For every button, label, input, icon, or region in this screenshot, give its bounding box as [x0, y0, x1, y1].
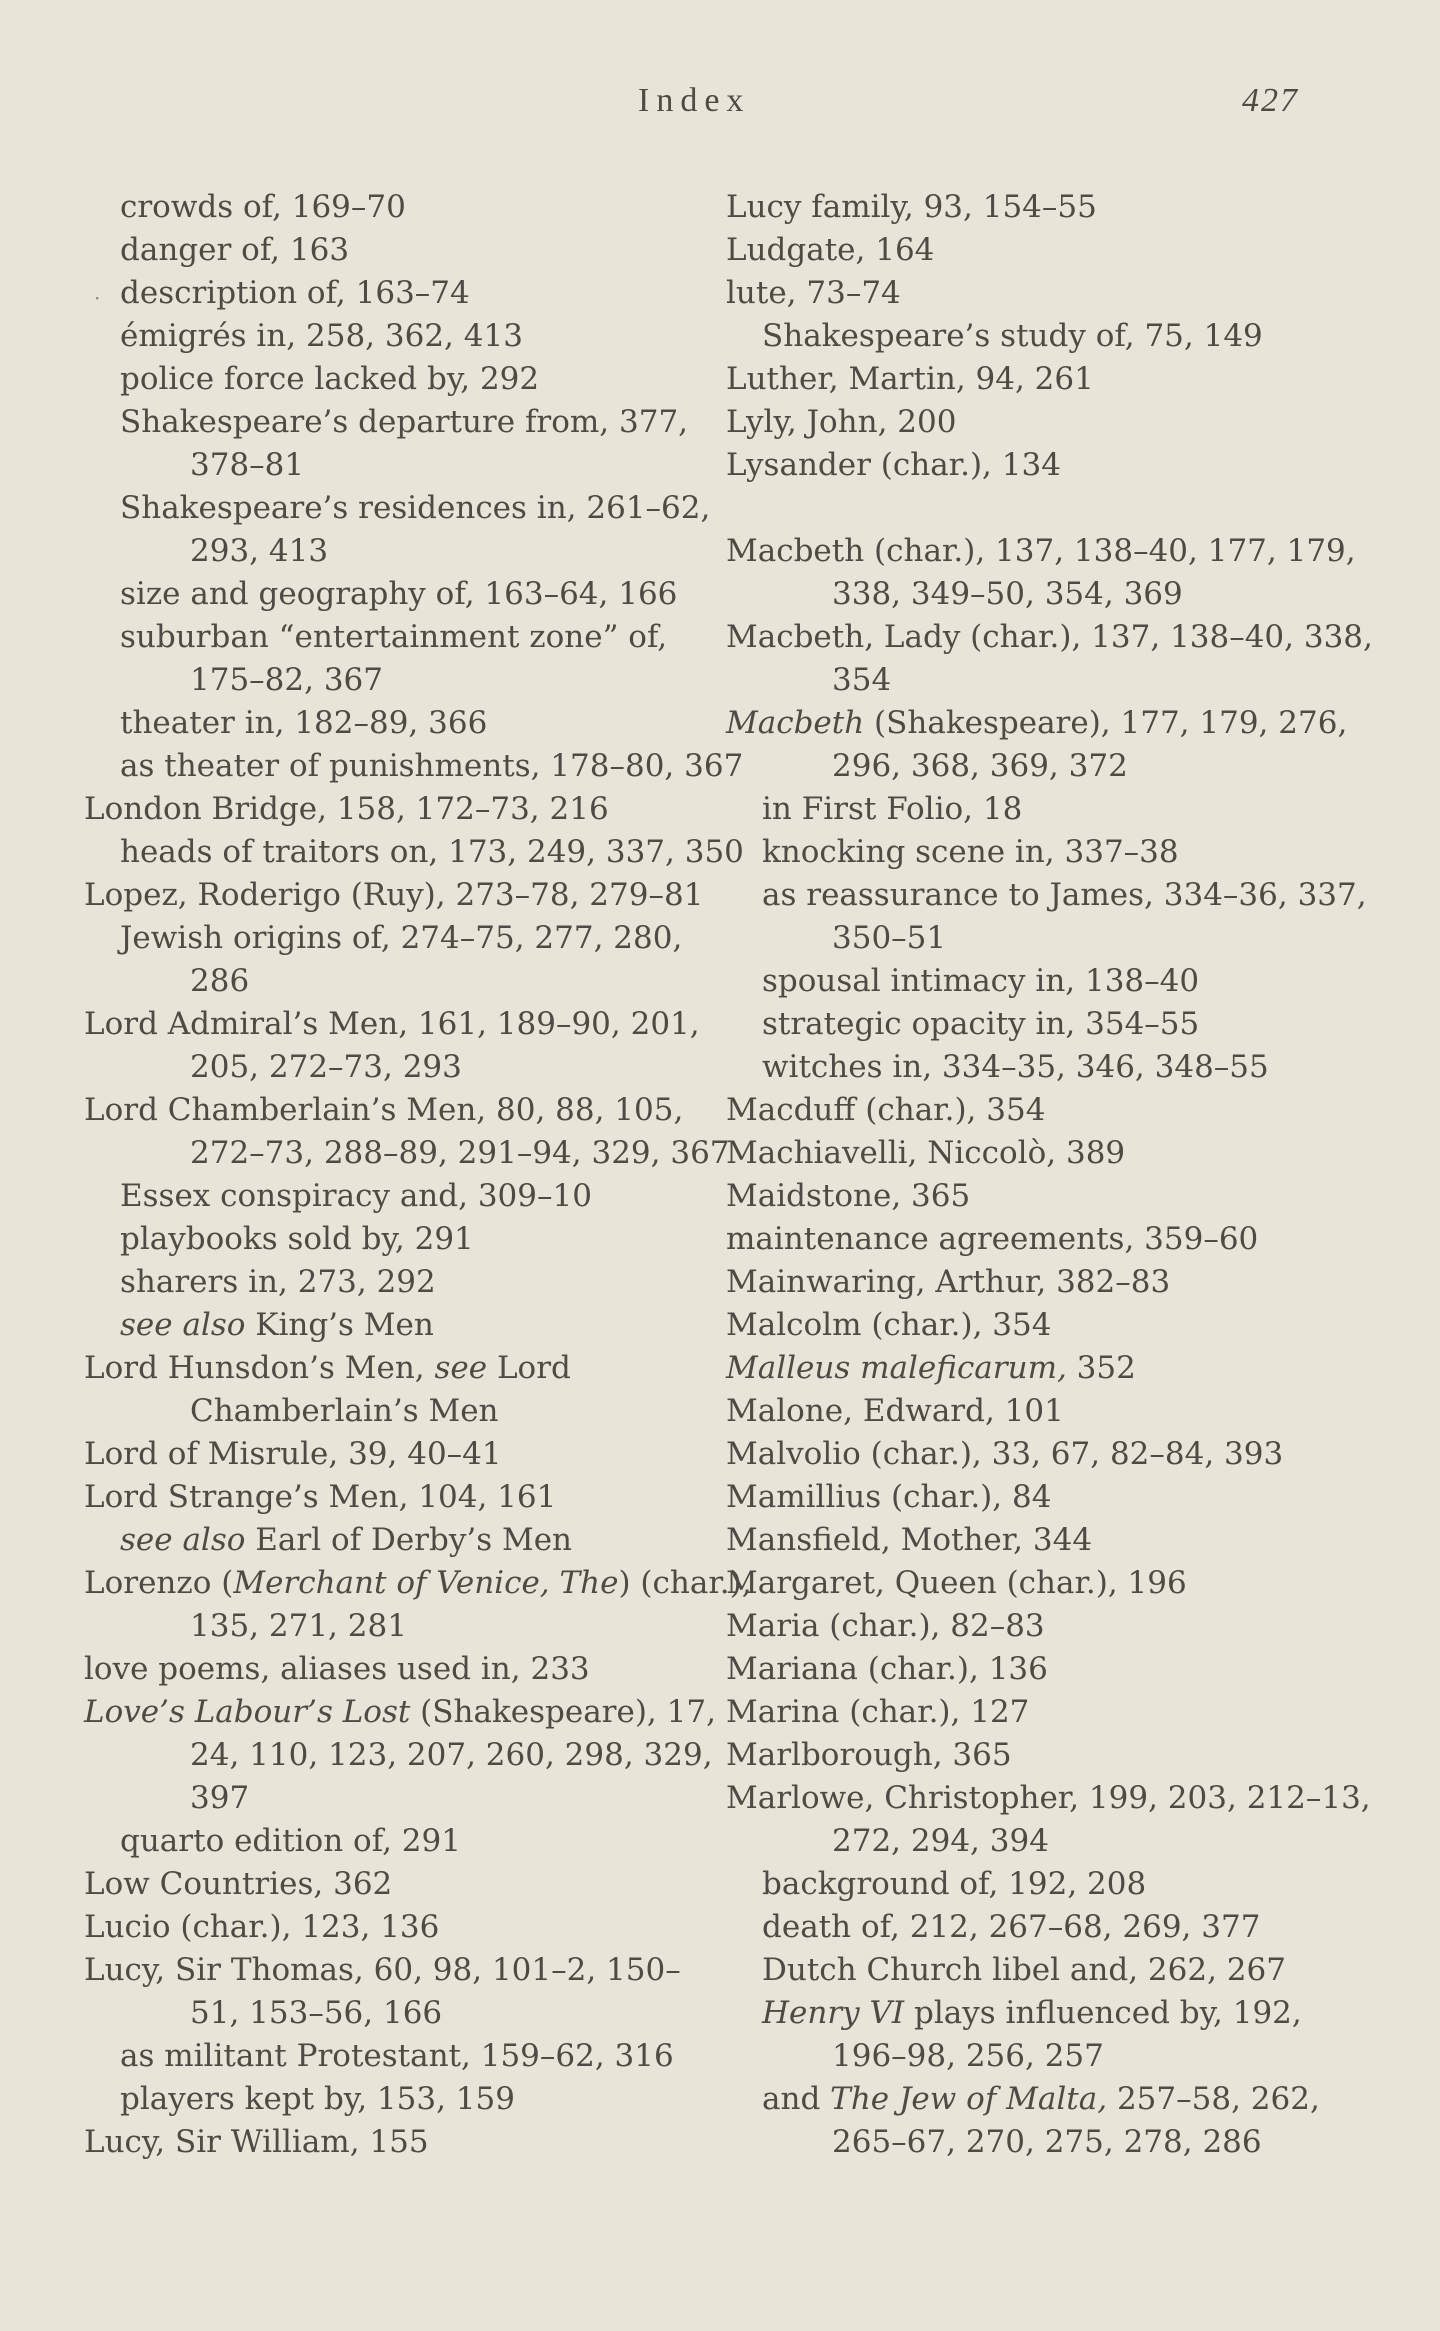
entry-text: playbooks sold by, 291: [120, 1221, 474, 1257]
italic-text: Merchant of Venice, The: [233, 1565, 619, 1601]
entry-text: 51, 153–56, 166: [190, 1995, 443, 2031]
entry-text: 265–67, 270, 275, 278, 286: [832, 2124, 1262, 2160]
index-subentry: [84, 745, 744, 788]
margin-mark: ·: [94, 286, 101, 310]
index-subentry: [726, 1992, 1356, 2035]
entry-text: Lucy family, 93, 154–55: [726, 189, 1097, 225]
index-subentry: [84, 358, 704, 401]
index-subentry: [84, 917, 704, 960]
entry-text: Mainwaring, Arthur, 382–83: [726, 1264, 1171, 1300]
index-entry: [726, 1347, 1356, 1390]
entry-text: Macbeth, Lady (char.), 137, 138–40, 338,: [726, 619, 1373, 655]
index-entry-continuation: [726, 1820, 1356, 1863]
italic-text: The Jew of Malta,: [830, 2081, 1108, 2117]
entry-text: Maidstone, 365: [726, 1178, 971, 1214]
entry-text: size and geography of, 163–64, 166: [120, 576, 678, 612]
entry-text: Lord Hunsdon’s Men,: [84, 1350, 435, 1386]
index-entry-continuation: [726, 2121, 1356, 2164]
index-entry-continuation: [84, 1605, 704, 1648]
italic-text: see also: [120, 1522, 246, 1558]
index-entry: [726, 1261, 1356, 1304]
entry-text: Macbeth (char.), 137, 138–40, 177, 179,: [726, 533, 1356, 569]
index-subentry: [84, 2078, 704, 2121]
entry-text: Lopez, Roderigo (Ruy), 273–78, 279–81: [84, 877, 704, 913]
entry-text: Lord Admiral’s Men, 161, 189–90, 201,: [84, 1006, 700, 1042]
entry-text: knocking scene in, 337–38: [762, 834, 1179, 870]
index-entry: [84, 2121, 704, 2164]
entry-text: Mansfield, Mother, 344: [726, 1522, 1093, 1558]
entry-text: and: [762, 2081, 831, 2117]
index-entry: [726, 1132, 1356, 1175]
entry-text: Lorenzo (: [84, 1565, 234, 1601]
index-entry: [84, 1648, 704, 1691]
index-entry: [84, 1691, 716, 1734]
entry-text: 352: [1066, 1350, 1136, 1386]
entry-text: (Shakespeare), 177, 179, 276,: [864, 705, 1348, 741]
index-subentry: [726, 831, 1356, 874]
index-subentry: [726, 315, 1356, 358]
index-entry: [84, 1906, 704, 1949]
index-subentry: [84, 401, 704, 444]
entry-text: émigrés in, 258, 362, 413: [120, 318, 523, 354]
index-entry: [726, 444, 1356, 487]
italic-text: see: [434, 1350, 488, 1386]
entry-text: Mariana (char.), 136: [726, 1651, 1048, 1687]
entry-text: Malcolm (char.), 354: [726, 1307, 1052, 1343]
index-entry: [726, 1691, 1356, 1734]
entry-text: Low Countries, 362: [84, 1866, 393, 1902]
entry-text: as reassurance to James, 334–36, 337,: [762, 877, 1367, 913]
entry-text: ) (char.),: [618, 1565, 752, 1601]
entry-text: 338, 349–50, 354, 369: [832, 576, 1183, 612]
entry-text: Machiavelli, Niccolò, 389: [726, 1135, 1126, 1171]
entry-text: Lucio (char.), 123, 136: [84, 1909, 440, 1945]
index-subentry: [726, 1949, 1356, 1992]
entry-text: Ludgate, 164: [726, 232, 935, 268]
entry-text: London Bridge, 158, 172–73, 216: [84, 791, 609, 827]
index-entry: [84, 1863, 704, 1906]
page-number: 427: [1242, 82, 1299, 119]
index-entry: [726, 1648, 1356, 1691]
entry-text: Essex conspiracy and, 309–10: [120, 1178, 592, 1214]
entry-text: sharers in, 273, 292: [120, 1264, 436, 1300]
entry-text: strategic opacity in, 354–55: [762, 1006, 1200, 1042]
entry-text: Jewish origins of, 274–75, 277, 280,: [120, 920, 683, 956]
section-gap: [726, 487, 1356, 530]
entry-text: as theater of punishments, 178–80, 367: [120, 748, 744, 784]
index-entry: [726, 616, 1373, 659]
entry-text: Earl of Derby’s Men: [245, 1522, 573, 1558]
index-entry: [84, 1476, 704, 1519]
index-entry: [726, 229, 1356, 272]
entry-text: 378–81: [190, 447, 305, 483]
index-entry: [726, 1605, 1356, 1648]
entry-text: 196–98, 256, 257: [832, 2038, 1104, 2074]
index-entry: [726, 186, 1356, 229]
index-subentry: [726, 788, 1356, 831]
entry-text: Maria (char.), 82–83: [726, 1608, 1045, 1644]
entry-text: Luther, Martin, 94, 261: [726, 361, 1094, 397]
index-subentry: [84, 315, 704, 358]
entry-text: spousal intimacy in, 138–40: [762, 963, 1200, 999]
entry-text: heads of traitors on, 173, 249, 337, 350: [120, 834, 744, 870]
index-subentry: [84, 1820, 704, 1863]
entry-text: players kept by, 153, 159: [120, 2081, 515, 2117]
entry-text: Marlborough, 365: [726, 1737, 1012, 1773]
italic-text: see also: [120, 1307, 246, 1343]
index-entry-continuation: [726, 659, 1356, 702]
entry-text: 175–82, 367: [190, 662, 383, 698]
index-entry: [726, 1175, 1356, 1218]
index-entry-continuation: [726, 573, 1356, 616]
running-head: [0, 82, 1440, 132]
entry-text: suburban “entertainment zone” of,: [120, 619, 668, 655]
index-entry: [726, 358, 1356, 401]
index-subentry: [84, 487, 711, 530]
entry-text: 397: [190, 1780, 250, 1816]
entry-text: quarto edition of, 291: [120, 1823, 461, 1859]
entry-text: Lord of Misrule, 39, 40–41: [84, 1436, 502, 1472]
entry-text: Margaret, Queen (char.), 196: [726, 1565, 1187, 1601]
index-entry: [84, 874, 704, 917]
entry-text: 272, 294, 394: [832, 1823, 1049, 1859]
entry-text: 257–58, 262,: [1107, 2081, 1320, 2117]
entry-text: (Shakespeare), 17,: [410, 1694, 716, 1730]
index-subentry: [84, 831, 744, 874]
index-subentry: [726, 874, 1367, 917]
index-entry: [84, 1562, 752, 1605]
index-subentry: [726, 2078, 1356, 2121]
index-entry: [726, 1089, 1356, 1132]
index-entry: [84, 1003, 704, 1046]
index-entry-continuation: [84, 1046, 704, 1089]
index-subentry: [84, 616, 704, 659]
entry-text: Lord: [487, 1350, 571, 1386]
entry-text: Malone, Edward, 101: [726, 1393, 1064, 1429]
index-subentry: [84, 573, 704, 616]
index-column-left: [84, 186, 752, 2164]
entry-text: police force lacked by, 292: [120, 361, 540, 397]
index-entry: [726, 702, 1356, 745]
index-entry: [726, 1562, 1356, 1605]
entry-text: description of, 163–74: [120, 275, 470, 311]
entry-text: 350–51: [832, 920, 947, 956]
entry-text: Lysander (char.), 134: [726, 447, 1061, 483]
index-subentry: [84, 1218, 704, 1261]
index-entry-continuation: [84, 659, 704, 702]
entry-text: Shakespeare’s study of, 75, 149: [762, 318, 1263, 354]
entry-text: Mamillius (char.), 84: [726, 1479, 1052, 1515]
index-entry: [84, 1433, 704, 1476]
entry-text: theater in, 182–89, 366: [120, 705, 488, 741]
italic-text: Malleus maleficarum,: [726, 1350, 1067, 1386]
entry-text: 296, 368, 369, 372: [832, 748, 1128, 784]
index-subentry: [84, 229, 704, 272]
entry-text: 272–73, 288–89, 291–94, 329, 367: [190, 1135, 730, 1171]
index-entry: [726, 1433, 1356, 1476]
index-entry-continuation: [84, 1734, 713, 1777]
index-entry: [726, 1476, 1356, 1519]
index-entry: [726, 530, 1356, 573]
index-entry: [84, 1949, 704, 1992]
entry-text: Marina (char.), 127: [726, 1694, 1030, 1730]
entry-text: Shakespeare’s departure from, 377,: [120, 404, 689, 440]
index-subentry: [84, 272, 704, 315]
index-subentry: [726, 960, 1356, 1003]
index-entry-continuation: [726, 917, 1356, 960]
index-subentry: [726, 1046, 1356, 1089]
entry-text: witches in, 334–35, 346, 348–55: [762, 1049, 1269, 1085]
entry-text: Chamberlain’s Men: [190, 1393, 499, 1429]
italic-text: Love’s Labour’s Lost: [84, 1694, 411, 1730]
index-subentry: [726, 1003, 1356, 1046]
index-entry-continuation: [84, 1992, 704, 2035]
index-entry-continuation: [84, 444, 704, 487]
index-subentry: [84, 1519, 704, 1562]
entry-text: in First Folio, 18: [762, 791, 1023, 827]
entry-text: Lucy, Sir Thomas, 60, 98, 101–2, 150–: [84, 1952, 681, 1988]
index-subentry: [726, 1863, 1356, 1906]
index-subentry: [726, 1906, 1356, 1949]
index-subentry: [84, 1304, 704, 1347]
index-entry: [84, 1089, 704, 1132]
entry-text: 354: [832, 662, 892, 698]
index-subentry: [84, 1261, 704, 1304]
entry-text: crowds of, 169–70: [120, 189, 406, 225]
index-entry-continuation: [84, 960, 704, 1003]
entry-text: as militant Protestant, 159–62, 316: [120, 2038, 674, 2074]
index-entry: [726, 272, 1356, 315]
entry-text: background of, 192, 208: [762, 1866, 1147, 1902]
entry-text: love poems, aliases used in, 233: [84, 1651, 590, 1687]
index-entry-continuation: [84, 1390, 704, 1433]
index-entry-continuation: [726, 2035, 1356, 2078]
index-entry-continuation: [84, 530, 704, 573]
index-entry: [726, 1390, 1356, 1433]
entry-text: 205, 272–73, 293: [190, 1049, 462, 1085]
index-entry: [726, 1304, 1356, 1347]
index-entry: [726, 1777, 1371, 1820]
entry-text: Malvolio (char.), 33, 67, 82–84, 393: [726, 1436, 1284, 1472]
entry-text: King’s Men: [245, 1307, 434, 1343]
index-subentry: [84, 702, 704, 745]
entry-text: plays influenced by, 192,: [904, 1995, 1302, 2031]
index-entry: [726, 1519, 1356, 1562]
index-entry: [726, 401, 1356, 444]
entry-text: Lord Strange’s Men, 104, 161: [84, 1479, 557, 1515]
entry-text: Macduff (char.), 354: [726, 1092, 1046, 1128]
index-entry: [726, 1218, 1356, 1261]
entry-text: danger of, 163: [120, 232, 350, 268]
entry-text: death of, 212, 267–68, 269, 377: [762, 1909, 1261, 1945]
index-entry: [84, 1347, 704, 1390]
entry-text: maintenance agreements, 359–60: [726, 1221, 1259, 1257]
index-entry-continuation: [726, 745, 1356, 788]
entry-text: 24, 110, 123, 207, 260, 298, 329,: [190, 1737, 713, 1773]
italic-text: Macbeth: [726, 705, 865, 741]
index-entry: [726, 1734, 1356, 1777]
index-subentry: [84, 186, 704, 229]
entry-text: Lyly, John, 200: [726, 404, 957, 440]
entry-text: 293, 413: [190, 533, 329, 569]
entry-text: lute, 73–74: [726, 275, 901, 311]
entry-text: 286: [190, 963, 250, 999]
entry-text: Lord Chamberlain’s Men, 80, 88, 105,: [84, 1092, 684, 1128]
italic-text: Henry VI: [762, 1995, 905, 2031]
index-entry-continuation: [84, 1777, 704, 1820]
entry-text: Dutch Church libel and, 262, 267: [762, 1952, 1286, 1988]
entry-text: 135, 271, 281: [190, 1608, 407, 1644]
index-entry: [84, 788, 704, 831]
entry-text: Marlowe, Christopher, 199, 203, 212–13,: [726, 1780, 1371, 1816]
entry-text: Shakespeare’s residences in, 261–62,: [120, 490, 711, 526]
page-title: Index: [638, 82, 751, 119]
index-entry-continuation: [84, 1132, 730, 1175]
index-column-right: [726, 186, 1373, 2164]
index-subentry: [84, 1175, 704, 1218]
index-subentry: [84, 2035, 704, 2078]
entry-text: Lucy, Sir William, 155: [84, 2124, 429, 2160]
